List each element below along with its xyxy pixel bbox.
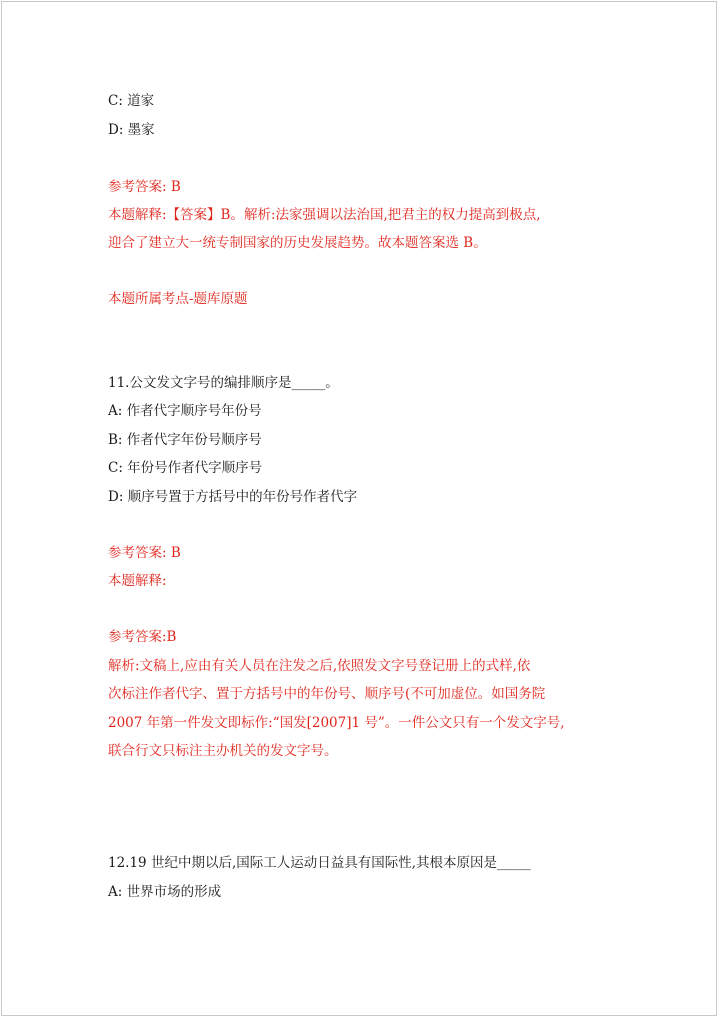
q11-answer2: 参考答案:B [108, 629, 177, 645]
q11-analysis-line1: 解析:文稿上,应由有关人员在注发之后,依照发文字号登记册上的式样,依 [108, 658, 531, 674]
q10-topic: 本题所属考点-题库原题 [108, 291, 248, 307]
q11-answer: 参考答案: B [108, 545, 181, 561]
q11-option-b: B: 作者代字年份号顺序号 [108, 432, 262, 448]
q11-option-c: C: 年份号作者代字顺序号 [108, 460, 263, 476]
q12-option-a: A: 世界市场的形成 [108, 884, 222, 900]
q11-analysis-line2: 次标注作者代字、置于方括号中的年份号、顺序号(不可加虚位。如国务院 [108, 686, 546, 702]
q10-option-c: C: 道家 [108, 93, 155, 109]
q10-explanation-line1: 本题解释:【答案】B。解析:法家强调以法治国,把君主的权力提高到极点, [108, 207, 541, 223]
q11-option-d: D: 顺序号置于方括号中的年份号作者代字 [108, 489, 358, 505]
q10-explanation-line2: 迎合了建立大一统专制国家的历史发展趋势。故本题答案选 B。 [108, 235, 487, 251]
q11-option-a: A: 作者代字顺序号年份号 [108, 403, 262, 419]
q11-explanation-label: 本题解释: [108, 573, 167, 589]
q10-answer: 参考答案: B [108, 179, 181, 195]
q12-question: 12.19 世纪中期以后,国际工人运动日益具有国际性,其根本原因是_____ [108, 855, 531, 871]
q11-question: 11.公文发文字号的编排顺序是_____。 [108, 375, 339, 391]
q11-analysis-line4: 联合行文只标注主办机关的发文字号。 [108, 743, 338, 759]
q11-analysis-line3: 2007 年第一件发文即标作:“国发[2007]1 号”。一件公文只有一个发文字号, [108, 715, 565, 731]
q10-option-d: D: 墨家 [108, 122, 155, 138]
